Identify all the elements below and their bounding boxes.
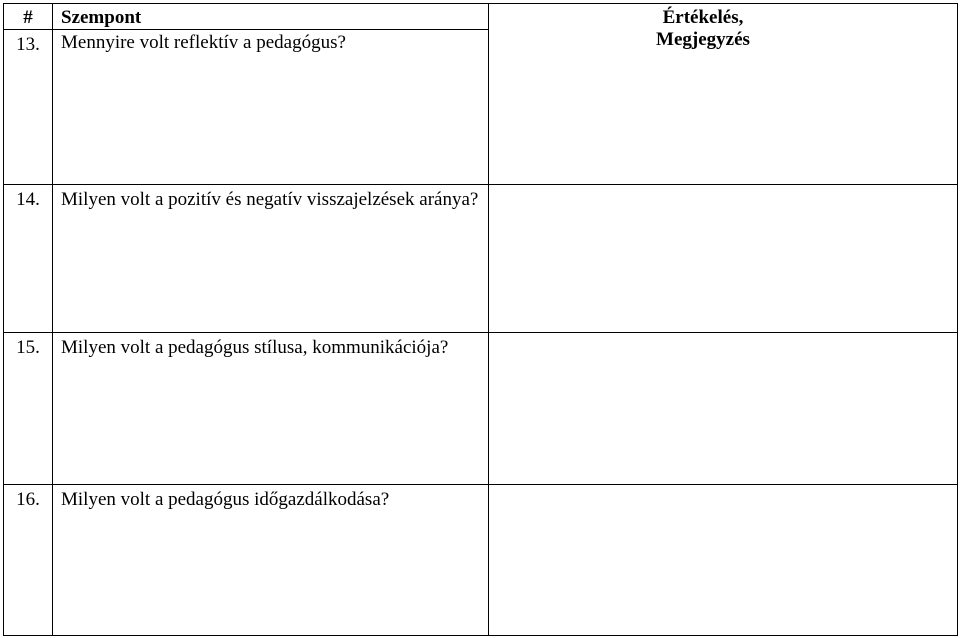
row-evaluation-cell[interactable] bbox=[489, 185, 958, 333]
table-row bbox=[4, 333, 958, 485]
row-criterion: Mennyire volt reflektív a pedagógus? bbox=[53, 30, 489, 185]
table-row bbox=[4, 485, 958, 636]
row-criterion: Milyen volt a pozitív és negatív visszajelzések aránya? bbox=[53, 185, 489, 333]
table-row bbox=[4, 185, 958, 333]
row-criterion: Milyen volt a pedagógus időgazdálkodása? bbox=[53, 485, 489, 636]
header-evaluation-line1: Értékelés, bbox=[662, 7, 744, 28]
evaluation-form-table bbox=[3, 3, 958, 636]
header-row bbox=[4, 4, 958, 30]
row-number: 14. bbox=[4, 185, 53, 333]
header-evaluation-and-row-13-evaluation[interactable] bbox=[489, 4, 958, 185]
header-number: # bbox=[4, 4, 53, 30]
row-evaluation-cell[interactable] bbox=[489, 485, 958, 636]
row-number: 15. bbox=[4, 333, 53, 485]
header-evaluation-line2: Megjegyzés bbox=[656, 29, 750, 50]
header-evaluation bbox=[489, 7, 917, 51]
row-number: 16. bbox=[4, 485, 53, 636]
header-criterion: Szempont bbox=[53, 4, 489, 30]
row-number: 13. bbox=[4, 30, 53, 185]
row-evaluation-cell[interactable] bbox=[489, 333, 958, 485]
row-criterion: Milyen volt a pedagógus stílusa, kommunikációja? bbox=[53, 333, 489, 485]
